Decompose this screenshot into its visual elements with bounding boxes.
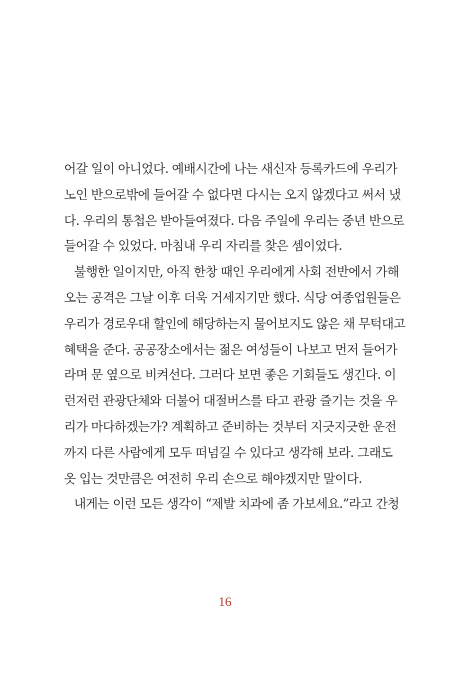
text-line: 노인 반으로밖에 들어갈 수 없다면 다시는 오지 않겠다고 써서 냈	[64, 186, 401, 202]
text-line: 혜택을 준다. 공공장소에서는 젊은 여성들이 나보고 먼저 들어가	[64, 341, 398, 357]
text-line: 불행한 일이지만, 아직 한창 때인 우리에게 사회 전반에서 가해	[74, 264, 399, 280]
text-line: 어갈 일이 아니었다. 예배시간에 나는 새신자 등록카드에 우리가	[64, 161, 398, 176]
text-line: 까지 다른 사람에게 모두 떠넘길 수 있다고 생각해 보라. 그래도	[64, 444, 393, 460]
text-line: 라며 문 옆으로 비켜선다. 그러다 보면 좋은 기회들도 생긴다. 이	[64, 367, 396, 383]
page-number: 16	[218, 594, 232, 609]
text-line: 리가 마다하겠는가? 계획하고 준비하는 것부터 지긋지긋한 운전	[64, 418, 397, 434]
text-line: 다. 우리의 통첩은 받아들여졌다. 다음 주일에 우리는 중년 반으로	[64, 212, 405, 228]
text-line: 옷 입는 것만큼은 여전히 우리 손으로 해야겠지만 말이다.	[64, 470, 362, 486]
text-line: 오는 공격은 그날 이후 더욱 거세지기만 했다. 식당 여종업원들은	[64, 289, 401, 305]
text-line: 우리가 경로우대 할인에 해당하는지 물어보지도 않은 채 무턱대고	[64, 315, 406, 331]
text-line: 들어갈 수 있었다. 마침내 우리 자리를 찾은 셈이었다.	[64, 238, 343, 254]
text-line: 런저런 관광단체와 더불어 대절버스를 타고 관광 즐기는 것을 우	[64, 393, 398, 409]
text-line: 내게는 이런 모든 생각이 “제발 치과에 좀 가보세요.”라고 간청	[74, 496, 400, 512]
body-text	[64, 156, 406, 517]
